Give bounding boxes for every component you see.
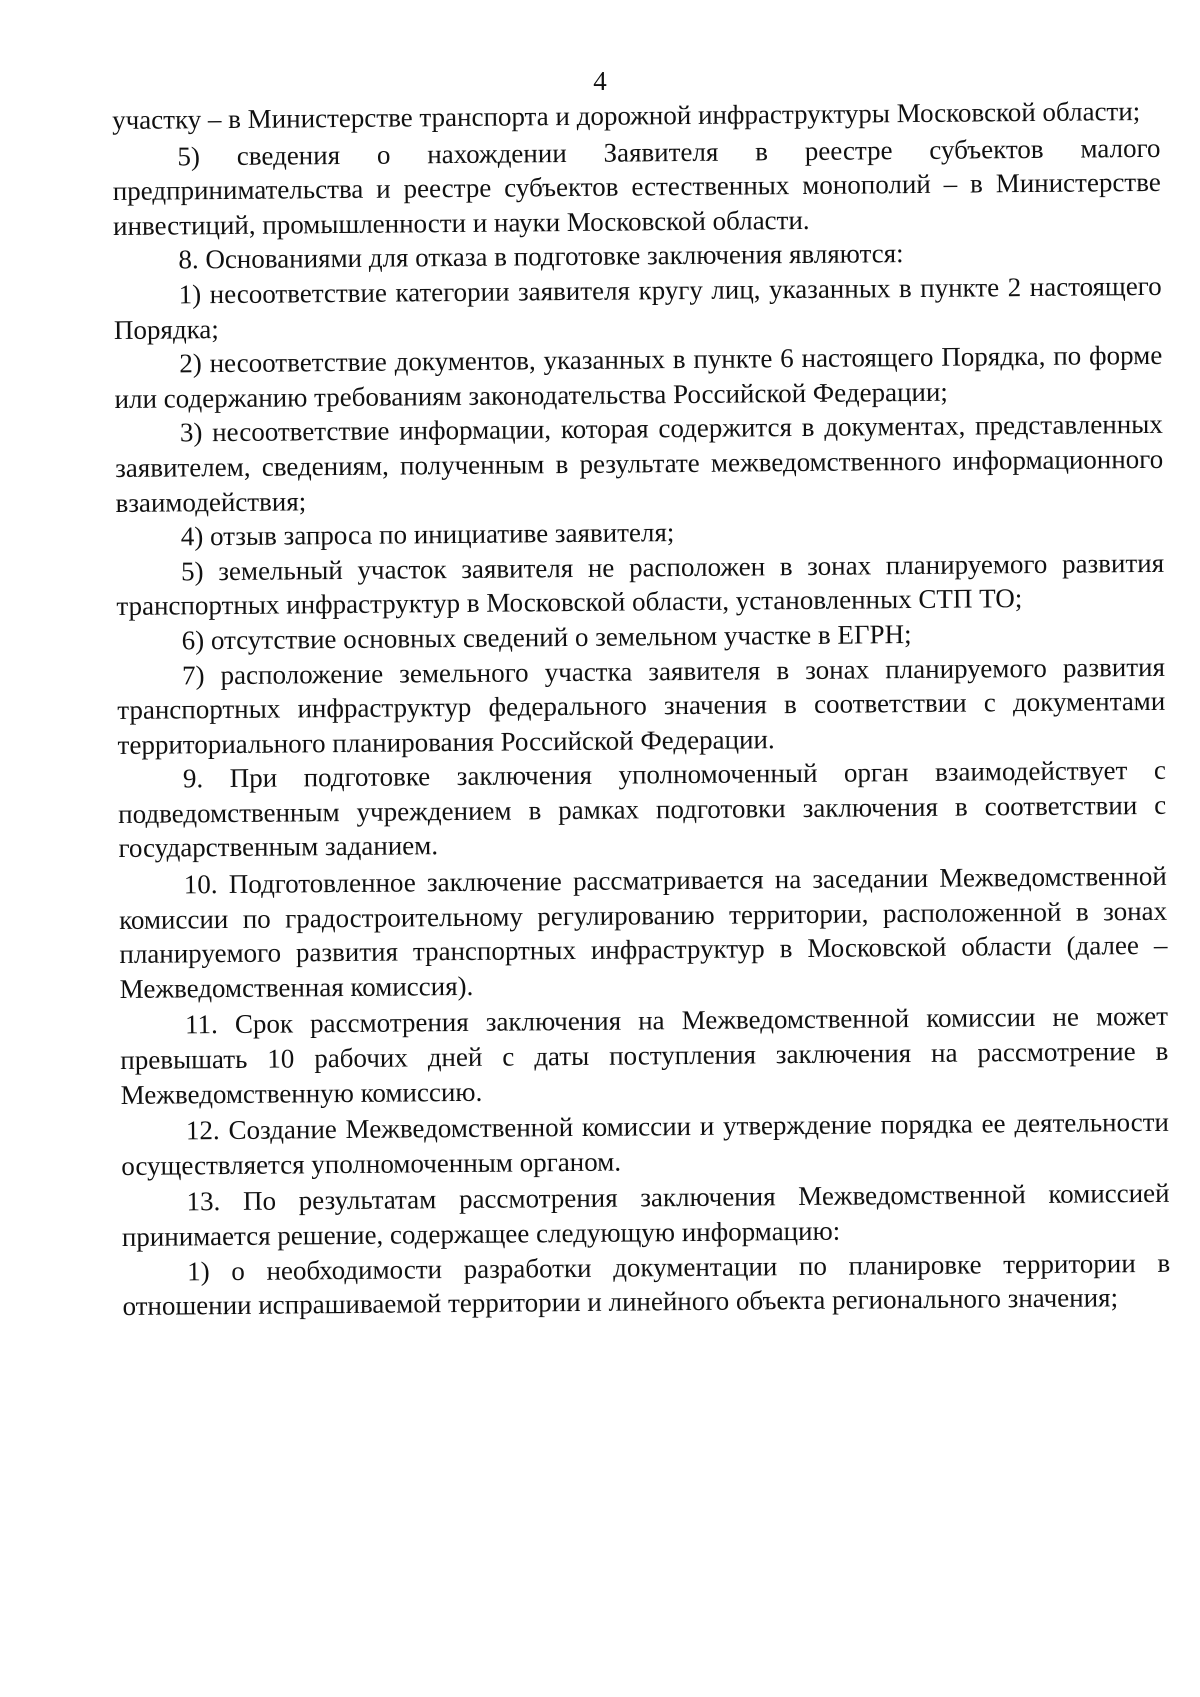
paragraph-refusal-3: 3) несоответствие информации, которая содержится в документах, представленных заявителем, сведениям, полученным в результате межведомственного информационного взаимодействия; [115, 409, 1164, 518]
paragraph-section-10: 10. Подготовленное заключение рассматривается на заседании Межведомственной комиссии по градостроительному регулированию территории, расположенной в зонах планируемого развития транспортных инфраструктур в Московской области (далее – Межведомственная комиссия). [118, 860, 1168, 1004]
page-number: 4 [593, 66, 607, 96]
paragraph-refusal-1: 1) несоответствие категории заявителя кругу лиц, указанных в пункте 2 настоящего Порядка; [113, 270, 1162, 345]
paragraph-section-13: 13. По результатам рассмотрения заключения Межведомственной комиссией принимается решение, содержащее следующую информацию: [121, 1178, 1170, 1252]
paragraph-refusal-4: 4) отзыв запроса по инициативе заявителя; [180, 517, 675, 552]
document-body [112, 94, 1171, 1324]
paragraph-item-5-registry: 5) сведения о нахождении Заявителя в реестре субъектов малого предпринимательства и реестре субъектов естественных монополий – в Министерстве инвестиций, промышленности и науки Московской области. [112, 132, 1161, 241]
paragraph-refusal-5: 5) земельный участок заявителя не расположен в зонах планируемого развития транспортных инфраструктур в Московской области, установленных СТП ТО; [116, 547, 1165, 622]
paragraph-decision-1: 1) о необходимости разработки документации по планировке территории в отношении испрашиваемой территории и линейного объекта регионального значения; [122, 1247, 1171, 1322]
paragraph-section-9: 9. При подготовке заключения уполномоченный орган взаимодействует с подведомственным учреждением в рамках подготовки заключения в соответствии с государственным заданием. [118, 755, 1167, 864]
paragraph-section-12: 12. Создание Межведомственной комиссии и утверждение порядка ее деятельности осуществляется уполномоченным органом. [121, 1107, 1170, 1181]
paragraph-section-11: 11. Срок рассмотрения заключения на Межведомственной комиссии не может превышать 10 рабочих дней с даты поступления заключения на рассмотрение в Межведомственную комиссию. [120, 1001, 1169, 1110]
paragraph-continuation: участку – в Министерстве транспорта и дорожной инфраструктуры Московской области; [112, 96, 1141, 135]
paragraph-refusal-7: 7) расположение земельного участка заявителя в зонах планируемого развития транспортных инфраструктур федерального значения в соответствии с документами территориального планирования Российской Федерации. [117, 651, 1166, 760]
paragraph-refusal-2: 2) несоответствие документов, указанных в пункте 6 настоящего Порядка, по форме или содержанию требованиям законодательства Российской Федерации; [114, 340, 1163, 414]
paragraph-refusal-6: 6) отсутствие основных сведений о земельном участке в ЕГРН; [181, 618, 912, 656]
paragraph-section-8: 8. Основаниями для отказа в подготовке заключения являются: [178, 238, 904, 275]
